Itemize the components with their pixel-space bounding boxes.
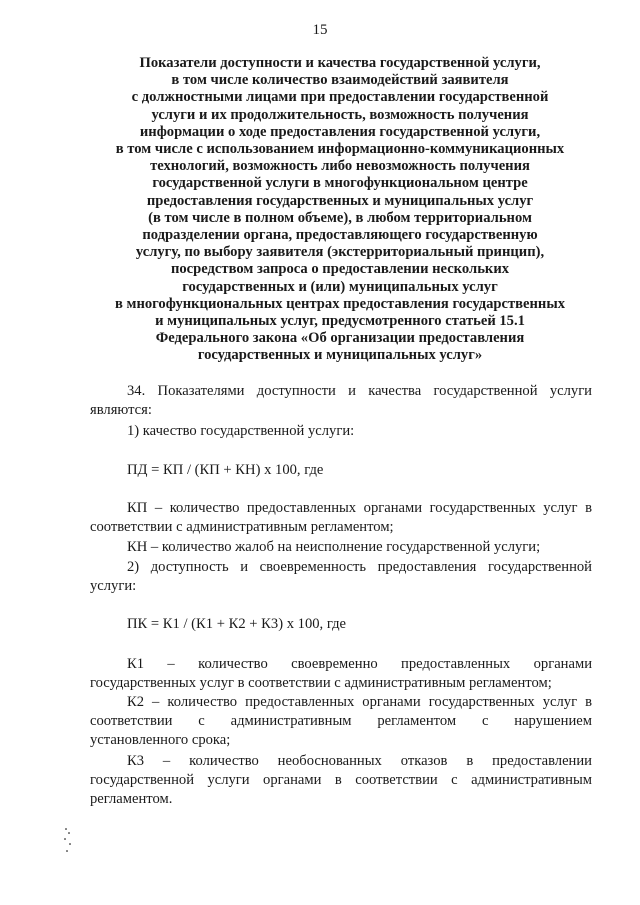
definition-k2-line: установленного срока; bbox=[90, 732, 231, 748]
title-line: посредством запроса о предоставлении нескольких bbox=[170, 261, 510, 278]
title-line: государственных и муниципальных услуг» bbox=[197, 347, 483, 364]
title-line: в многофункциональных центрах предоставления государственных bbox=[114, 295, 566, 312]
title-line: в том числе с использованием информационно-коммуникационных bbox=[115, 141, 565, 158]
section-title bbox=[90, 55, 590, 365]
item-1-heading: 1) качество государственной услуги: bbox=[127, 423, 355, 439]
item-2-heading-line: услуги: bbox=[90, 578, 137, 594]
title-line: государственной услуги в многофункциональном центре bbox=[152, 175, 528, 192]
title-line: подразделении органа, предоставляющего государственную bbox=[142, 227, 538, 244]
paragraph-34-line: являются: bbox=[90, 402, 152, 418]
title-line: Показатели доступности и качества государственной услуги, bbox=[139, 55, 541, 71]
definition-k3-line: государственной услуги органами в соответствии с административным bbox=[90, 772, 592, 788]
title-line: услугу, по выбору заявителя (экстерриториальный принцип), bbox=[135, 244, 545, 261]
scan-artifact bbox=[64, 826, 72, 856]
definition-k1-line: К1 – количество своевременно предоставленных органами bbox=[127, 656, 592, 672]
formula-pk: ПК = К1 / (К1 + К2 + К3) х 100, где bbox=[127, 616, 346, 632]
definition-k3-line: К3 – количество необоснованных отказов в предоставлении bbox=[127, 753, 592, 769]
item-2-heading-line: 2) доступность и своевременность предоставления государственной bbox=[127, 559, 592, 575]
title-line: в том числе количество взаимодействий заявителя bbox=[171, 72, 509, 89]
definition-k2-line: К2 – количество предоставленных органами государственных услуг в bbox=[127, 694, 592, 710]
definition-kn-line: КН – количество жалоб на неисполнение государственной услуги; bbox=[127, 539, 541, 555]
definition-kp-line: КП – количество предоставленных органами государственных услуг в bbox=[127, 500, 592, 516]
title-line: Федерального закона «Об организации предоставления bbox=[155, 330, 525, 347]
formula-pd: ПД = КП / (КП + КН) х 100, где bbox=[127, 462, 324, 478]
definition-k1-line: государственных услуг в соответствии с административным регламентом; bbox=[90, 675, 552, 691]
title-line: и муниципальных услуг, предусмотренного статьей 15.1 bbox=[155, 313, 525, 330]
title-line: предоставления государственных и муниципальных услуг bbox=[146, 192, 534, 209]
paragraph-34-line: 34. Показателями доступности и качества государственной услуги bbox=[127, 383, 592, 399]
title-line: с должностными лицами при предоставлении государственной bbox=[131, 89, 549, 106]
page-number: 15 bbox=[312, 22, 328, 38]
definition-kp-line: соответствии с административным регламентом; bbox=[90, 519, 394, 535]
title-line: (в том числе в полном объеме), в любом территориальном bbox=[148, 209, 532, 226]
title-line: технологий, возможность либо невозможность получения bbox=[150, 158, 530, 175]
title-line: услуги и их продолжительность, возможность получения bbox=[151, 106, 529, 123]
definition-k2-line: соответствии с административным регламентом с нарушением bbox=[90, 713, 592, 729]
title-line: государственных и (или) муниципальных услуг bbox=[182, 278, 498, 295]
definition-k3-line: регламентом. bbox=[90, 791, 173, 807]
title-line: информации о ходе предоставления государственной услуги, bbox=[139, 123, 541, 140]
